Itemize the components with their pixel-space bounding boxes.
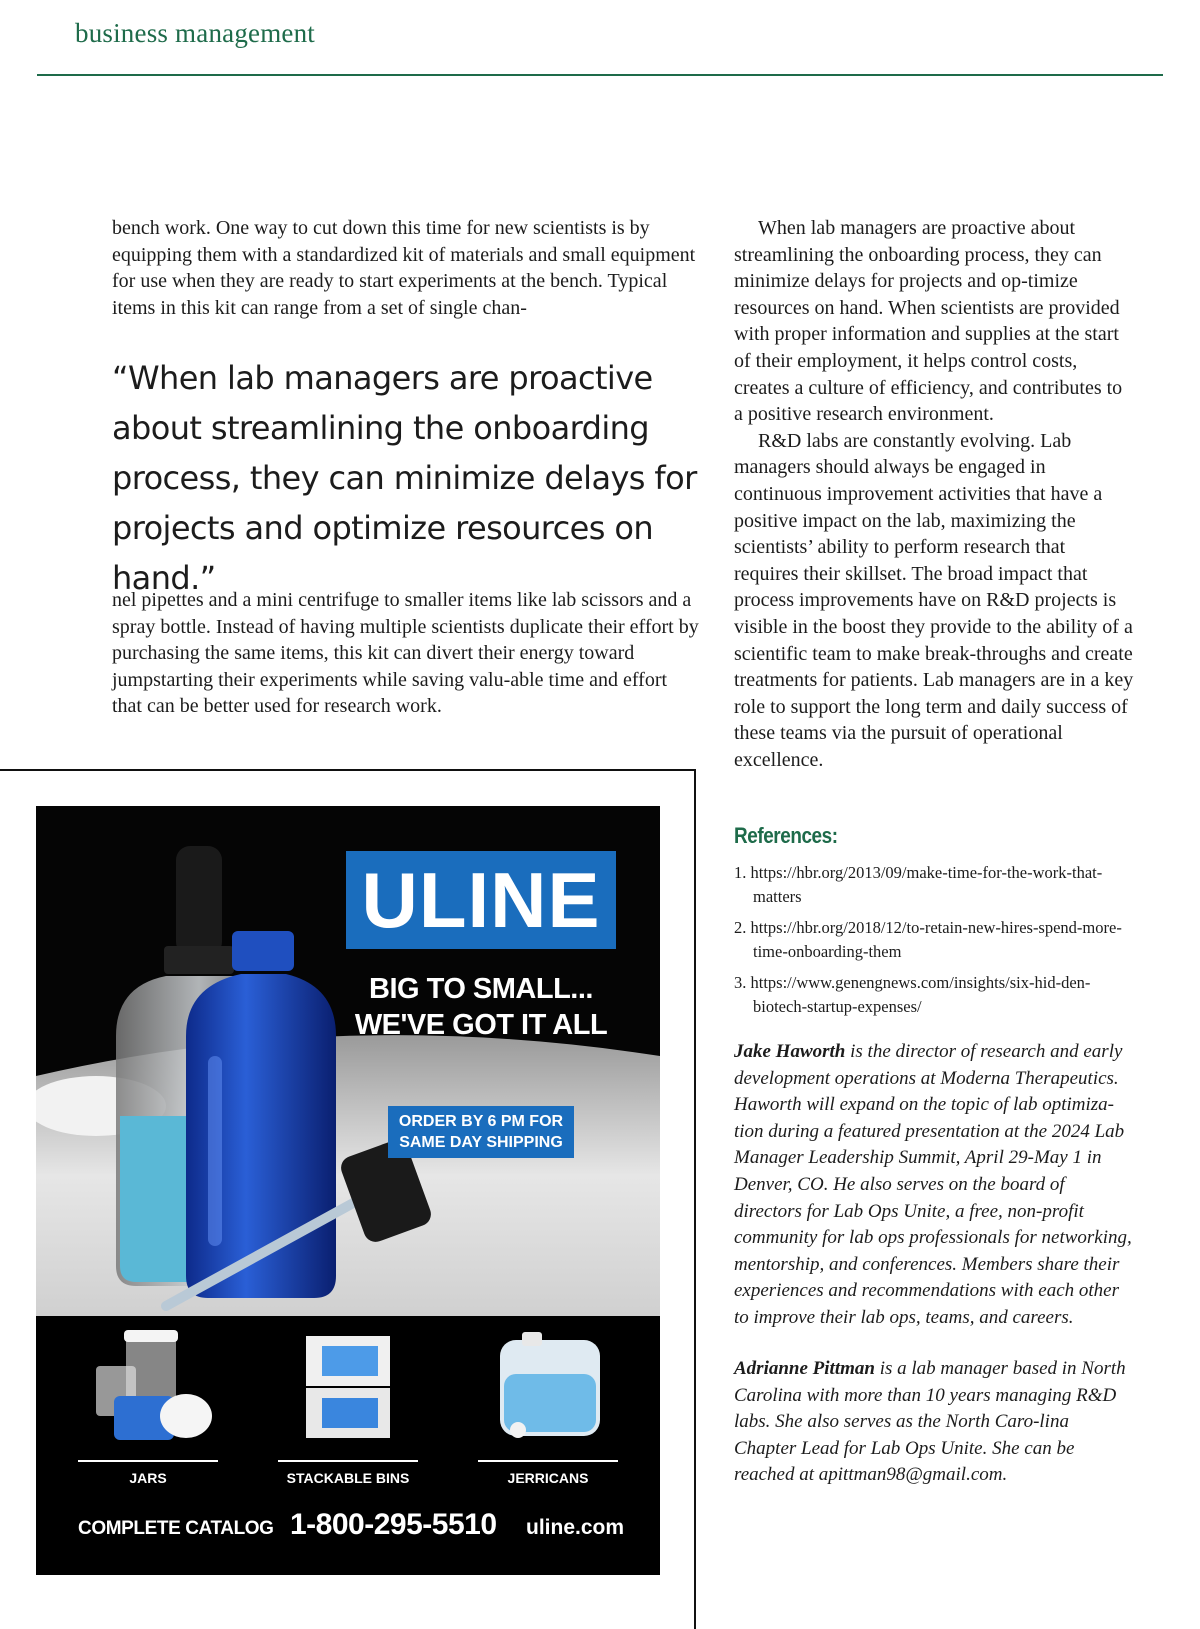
product-divider xyxy=(278,1460,418,1462)
product-divider xyxy=(78,1460,218,1462)
product-jerricans[interactable] xyxy=(478,1326,618,1486)
reference-item[interactable]: 3. https://www.genengnews.com/insights/six-hid-den-biotech-startup-expenses/ xyxy=(734,973,1091,1016)
order-badge xyxy=(388,1106,574,1158)
tagline-line-1: BIG TO SMALL... xyxy=(369,973,593,1005)
right-column xyxy=(734,215,1134,773)
pull-quote: “When lab managers are proactive about streamlining the onboarding process, they can minimize delays for projects and optimize resources on hand.” xyxy=(112,359,697,597)
product-stackable-bins[interactable] xyxy=(278,1326,418,1486)
product-label: JARS xyxy=(129,1470,167,1486)
product-jars[interactable] xyxy=(78,1326,218,1486)
author-bio-text: is the director of research and early development operations at Moderna Therapeutics. Haworth will expand on the topic of lab optimiza-tion during a featured presentation at the 2024 Lab Manager Leadership Summit, April 29-May 1 in Denver, CO. He also serves on the board of directors for Lab Ops Unite, a free, non-profit community for lab ops professionals for networking, mentorship, and conferences. Members share their experiences and recommendations with each other to improve their lab ops, teams, and careers. xyxy=(734,1041,1132,1328)
author-bio-haworth xyxy=(734,1039,1134,1332)
ad-photo-dropper-bottles xyxy=(36,806,660,1316)
ad-tagline xyxy=(336,971,626,1043)
stackable-bins-icon xyxy=(278,1326,418,1456)
references-list xyxy=(734,861,1134,1026)
order-line-1: ORDER BY 6 PM FOR xyxy=(398,1113,564,1130)
ad-phone-number[interactable]: 1-800-295-5510 xyxy=(290,1508,497,1541)
product-divider xyxy=(478,1460,618,1462)
reference-item[interactable]: 2. https://hbr.org/2018/12/to-retain-new-hires-spend-more-time-onboarding-them xyxy=(734,918,1122,961)
ad-footer xyxy=(36,1506,660,1546)
product-label: STACKABLE BINS xyxy=(286,1470,410,1486)
references-heading: References: xyxy=(734,823,838,848)
author-name: Jake Haworth xyxy=(734,1041,846,1062)
uline-advertisement[interactable] xyxy=(36,806,660,1575)
reference-item[interactable]: 1. https://hbr.org/2013/09/make-time-for-the-work-that-matters xyxy=(734,863,1103,906)
ad-catalog-text: COMPLETE CATALOG xyxy=(78,1518,274,1539)
jars-icon xyxy=(78,1326,218,1456)
jerrican-icon xyxy=(478,1326,618,1456)
right-paragraph-1: When lab managers are proactive about streamlining the onboarding process, they can minimize delays for projects and op-timize resources on hand. When scientists are provided with proper information and supplies at the start of their employment, it helps control costs, creates a culture of efficiency, and contributes to a positive research environment. xyxy=(734,217,1123,426)
product-label: JERRICANS xyxy=(507,1470,589,1486)
header-rule xyxy=(37,74,1163,76)
ad-website-link[interactable]: uline.com xyxy=(526,1516,625,1539)
uline-logo: ULINE xyxy=(346,851,616,949)
order-line-2: SAME DAY SHIPPING xyxy=(399,1134,563,1151)
left-bottom-paragraph: nel pipettes and a mini centrifuge to smaller items like lab scissors and a spray bottle. Instead of having multiple scientists duplicate their effort by purchasing the same items, this kit can divert their energy toward jumpstarting their experiments while saving valu-able time and effort that can be better used for research work. xyxy=(112,589,699,718)
section-label: business management xyxy=(75,18,315,48)
author-bio-text: is a lab manager based in North Carolina with more than 10 years managing R&D labs. She also serves as the North Caro-lina Chapter Lead for Lab Ops Unite. She can be reached at apittman98@gmail.com. xyxy=(734,1358,1126,1486)
author-name: Adrianne Pittman xyxy=(734,1358,875,1379)
author-bio-pittman xyxy=(734,1356,1134,1489)
left-top-paragraph: bench work. One way to cut down this time for new scientists is by equipping them with a standardized kit of materials and small equipment for use when they are ready to start experiments at the bench. Typical items in this kit can range from a set of single chan- xyxy=(112,217,696,319)
right-paragraph-2: R&D labs are constantly evolving. Lab managers should always be engaged in continuous improvement activities that have a positive impact on the lab, maximizing the scientists’ ability to perform research that requires their skillset. The broad impact that process improvements have on R&D projects is visible in the boost they provide to the ability of a scientific team to make break-throughs and create treatments for patients. Lab managers are in a key role to support the long term and daily success of these teams via the pursuit of operational excellence. xyxy=(734,429,1134,771)
tagline-line-2: WE'VE GOT IT ALL xyxy=(354,1009,608,1041)
